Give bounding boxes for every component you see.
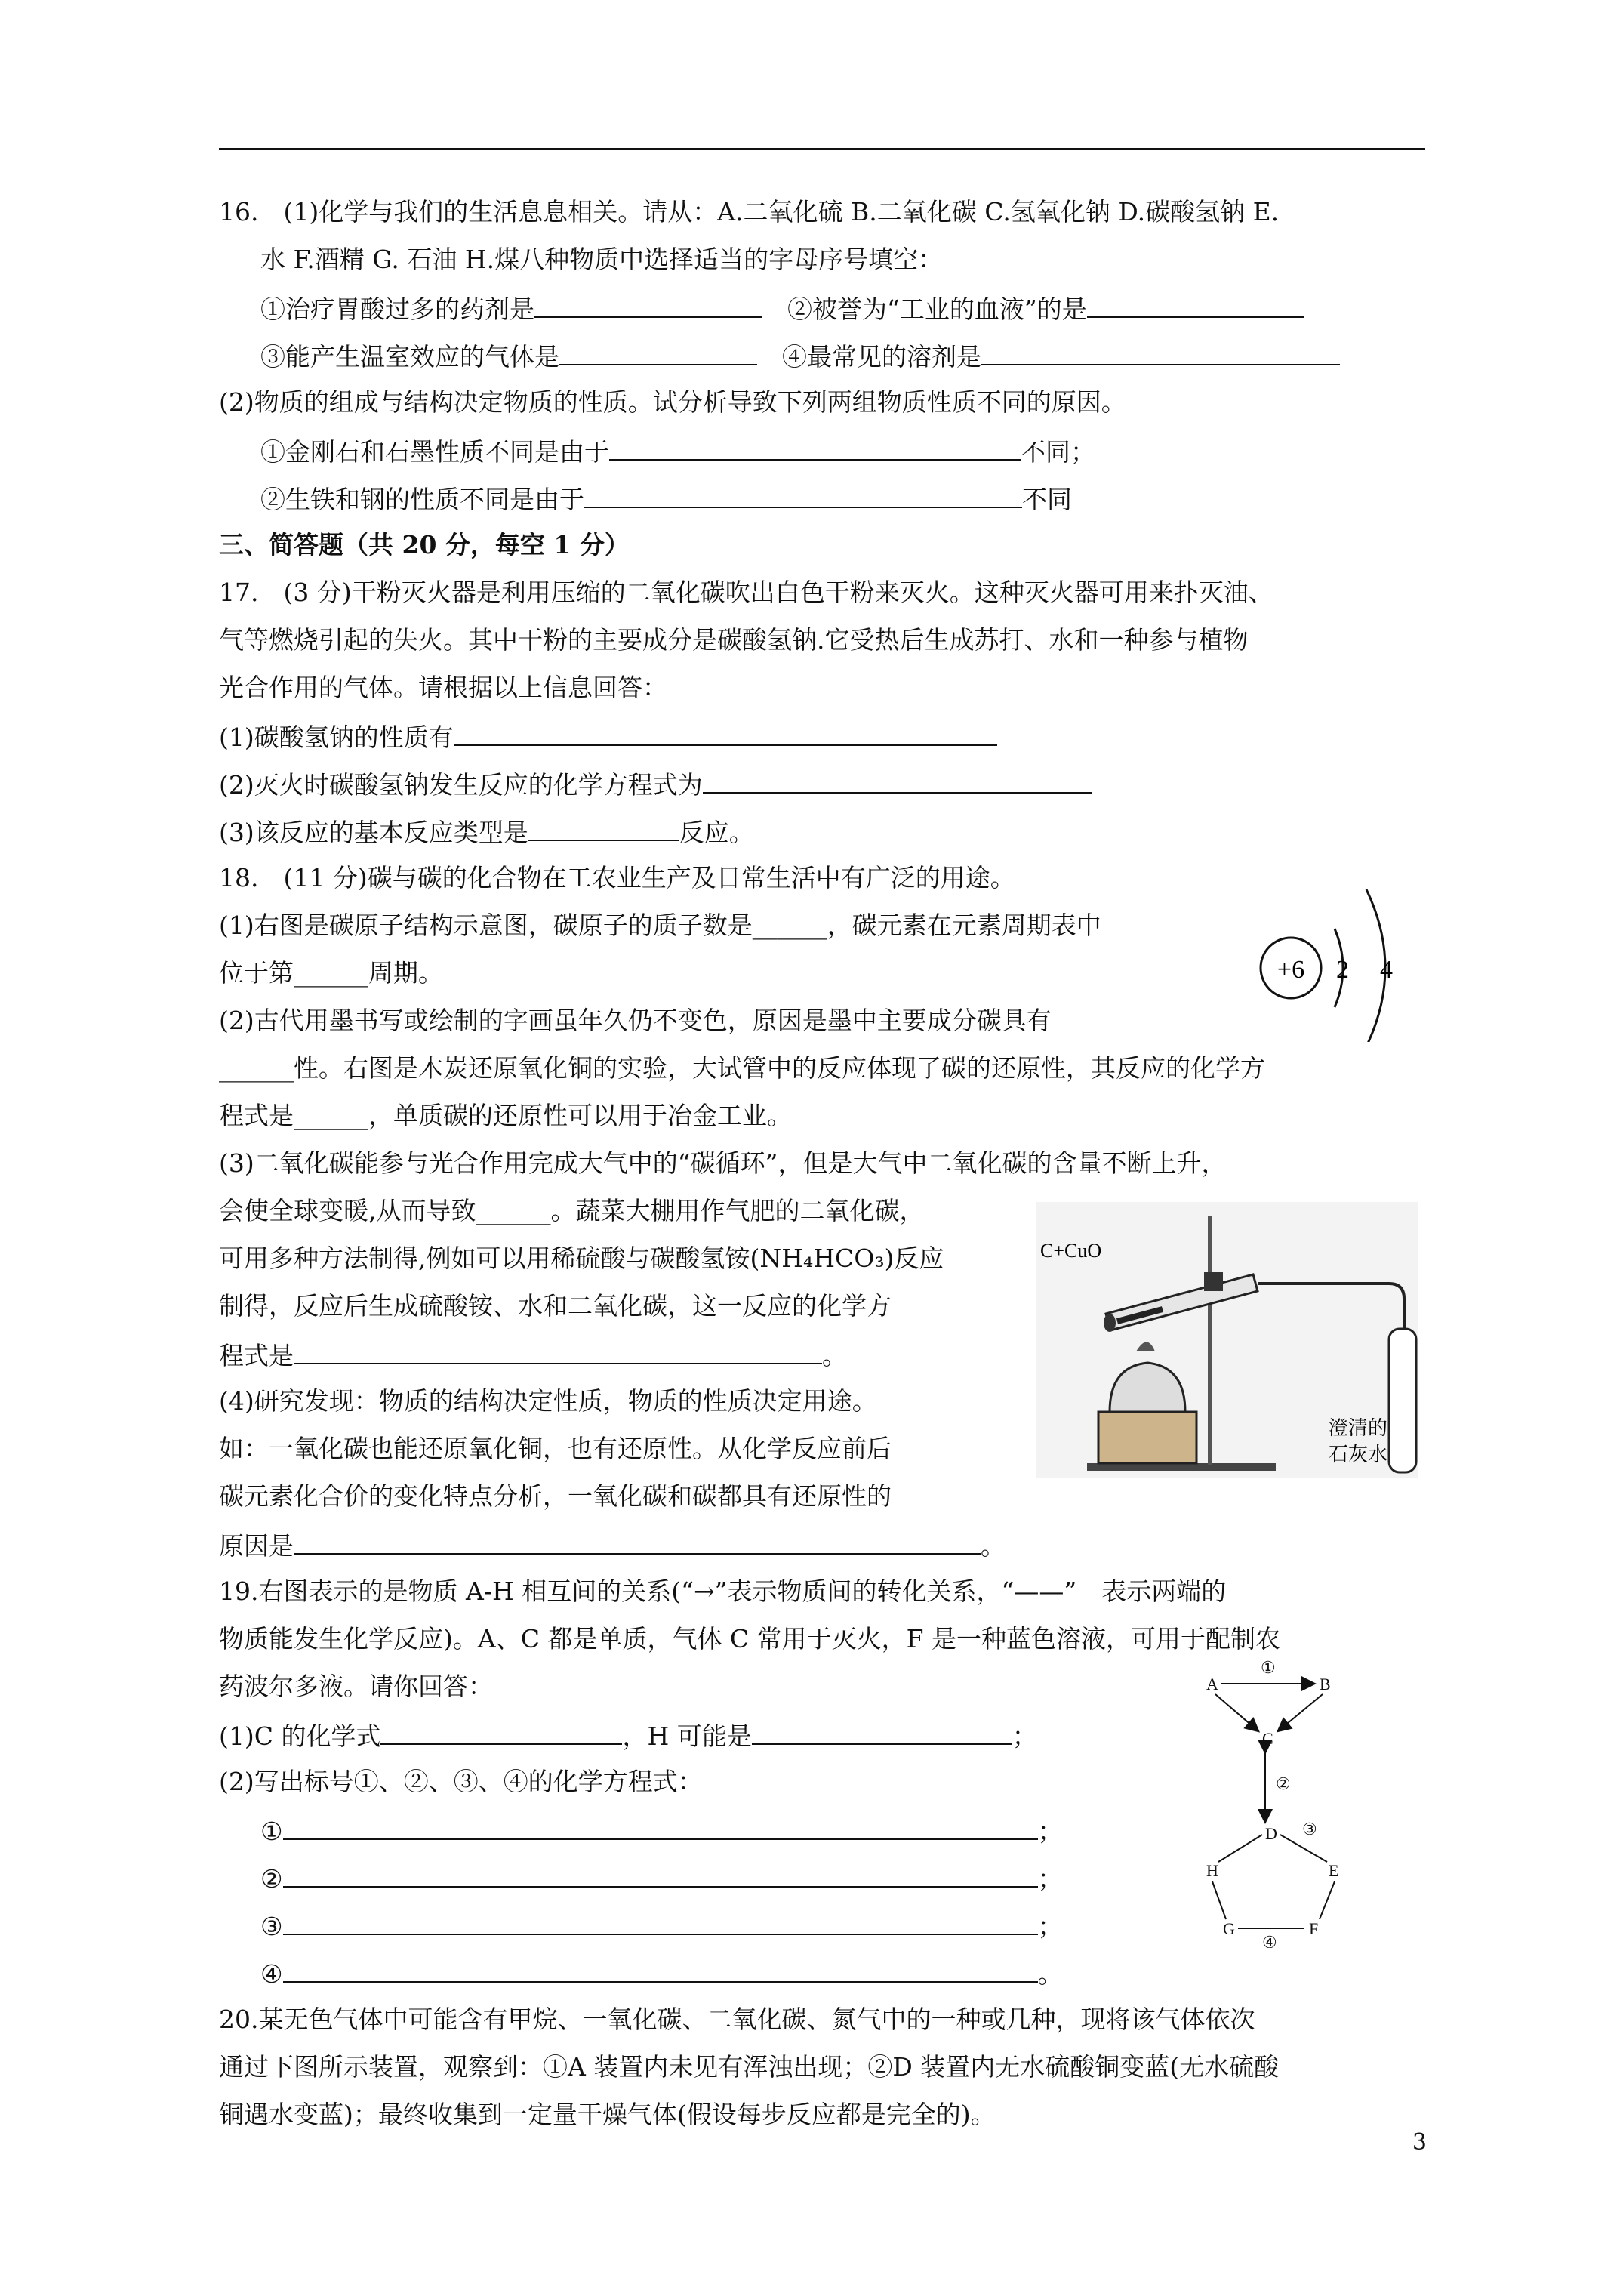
q19-eq-3 [260,1908,1063,1943]
q16-line-5: (2)物质的组成与结构决定物质的性质。试分析导致下列两组物质性质不同的原因。 [219,387,1126,417]
answer-blank-16-3[interactable] [559,338,757,365]
q16-suffix-5: 不同； [1021,437,1095,467]
eq-sep-4: 。 [1037,1959,1063,1989]
answer-blank-19-h[interactable] [752,1718,1012,1745]
answer-blank-17-3[interactable] [528,814,679,841]
q16-line-7 [260,481,1072,516]
q18-line-1: 18. (11 分)碳与碳的化合物在工农业生产及日常生活中有广泛的用途。 [219,863,1015,892]
q18-line-15 [219,1527,1006,1563]
q16-prompt-4: ④最常见的溶剂是 [782,342,981,371]
answer-blank-19-eq2[interactable] [283,1860,1038,1888]
line-e-f [1320,1881,1335,1919]
q16-line-6 [260,433,1095,469]
carbon-atom-diagram [1253,861,1412,1042]
eq-marker-4: ④ [260,1959,283,1989]
q19-prompt-1: (1)C 的化学式 [219,1721,381,1751]
label-1: ① [1261,1658,1276,1677]
q18-prompt-reason: 原因是 [219,1531,294,1561]
q16-line-1: 16. (1)化学与我们的生活息息相关。请从：A.二氧化硫 B.二氧化碳 C.氢氧化钠 D.碳酸氢钠 E. [219,197,1280,227]
node-c: C [1262,1729,1273,1748]
answer-blank-19-eq1[interactable] [283,1813,1038,1840]
clamp [1204,1272,1223,1291]
q18-line-11 [219,1337,847,1373]
substance-relationship-diagram [1193,1646,1366,1948]
eq-sep-3: ； [1037,1912,1063,1941]
q17-suffix-3: 反应。 [679,818,754,847]
node-g: G [1223,1919,1235,1938]
line-d-e [1280,1835,1327,1862]
q19-line-4 [219,1718,1037,1753]
line-h-g [1212,1881,1226,1919]
label-4: ④ [1262,1933,1277,1948]
label-3: ③ [1302,1820,1317,1838]
q17-line-5 [219,766,1092,802]
eq-marker-3: ③ [260,1912,283,1941]
answer-blank-16-6[interactable] [584,481,1022,508]
q18-line-13: 如：一氧化碳也能还原氧化铜，也有还原性。从化学反应前后 [219,1434,892,1463]
limewater-label-2: 石灰水 [1329,1444,1388,1465]
eq-marker-2: ② [260,1864,283,1894]
q18-prompt-eq: 程式是 [219,1341,294,1370]
answer-blank-17-1[interactable] [454,719,997,746]
q18-line-7: (3)二氧化碳能参与光合作用完成大气中的“碳循环”，但是大气中二氧化碳的含量不断上升， [219,1148,1227,1178]
label-2: ② [1276,1774,1291,1793]
node-a: A [1206,1675,1218,1693]
q17-line-2: 气等燃烧引起的失火。其中干粉的主要成分是碳酸氢钠.它受热后生成苏打、水和一种参与植物 [219,625,1249,655]
q18-suffix-eq: 。 [822,1341,847,1370]
q18-line-2: (1)右图是碳原子结构示意图，碳原子的质子数是______，碳元素在元素周期表中 [219,911,1101,940]
wooden-block [1098,1412,1196,1463]
answer-blank-16-1[interactable] [534,291,762,318]
nucleus-charge: +6 [1277,956,1305,984]
q19-line-1: 19.右图表示的是物质 A-H 相互间的关系(“→”表示物质间的转化关系，“——” 表示两端的 [219,1576,1227,1606]
q18-line-14: 碳元素化合价的变化特点分析，一氧化碳和碳都具有还原性的 [219,1481,892,1511]
q18-line-5: ______性。右图是木炭还原氧化铜的实验，大试管中的反应体现了碳的还原性，其反应的化学方 [219,1053,1265,1083]
stand-rod [1208,1216,1212,1465]
header-rule [219,148,1425,150]
q17-line-6 [219,814,754,849]
q18-line-4: (2)古代用墨书写或绘制的字画虽年久仍不变色，原因是墨中主要成分碳具有 [219,1006,1052,1035]
q18-line-6: 程式是______，单质碳的还原性可以用于冶金工业。 [219,1101,792,1130]
answer-blank-18-reason[interactable] [294,1527,981,1555]
q17-prompt-3: (3)该反应的基本反应类型是 [219,818,528,847]
q16-prompt-5: ①金刚石和石墨性质不同是由于 [260,437,609,467]
page-number: 3 [1412,2129,1427,2156]
answer-blank-16-4[interactable] [981,338,1340,365]
answer-blank-17-2[interactable] [703,766,1092,794]
charcoal-reduction-apparatus [1034,1200,1419,1480]
limewater-label-1: 澄清的 [1329,1417,1388,1439]
q16-line-2: 水 F.酒精 G. 石油 H.煤八种物质中选择适当的字母序号填空： [260,245,944,274]
q16-prompt-2: ②被誉为“工业的血液”的是 [787,294,1087,324]
q16-prompt-6: ②生铁和钢的性质不同是由于 [260,485,584,514]
tube-bottom [1104,1314,1116,1332]
arrow-a-c [1215,1694,1258,1730]
q20-line-1: 20.某无色气体中可能含有甲烷、一氧化碳、二氧化碳、氮气中的一种或几种，现将该气体依次 [219,2005,1255,2034]
answer-blank-18-eq[interactable] [294,1337,822,1364]
shell-1-electrons: 2 [1336,956,1349,984]
node-h: H [1206,1861,1218,1880]
q19-eq-1 [260,1813,1063,1848]
eq-sep-2: ； [1037,1864,1063,1894]
section-heading: 三、简答题（共 20 分，每空 1 分） [219,530,630,559]
eq-sep-1: ； [1037,1817,1063,1846]
node-b: B [1320,1675,1331,1693]
q17-prompt-2: (2)灭火时碳酸氢钠发生反应的化学方程式为 [219,770,703,800]
answer-blank-16-2[interactable] [1087,291,1304,318]
q17-line-4 [219,719,997,754]
q18-line-8: 会使全球变暖,从而导致______。蔬菜大棚用作气肥的二氧化碳， [219,1196,925,1225]
q17-line-1: 17. (3 分)干粉灭火器是利用压缩的二氧化碳吹出白色干粉来灭火。这种灭火器可用来扑灭油、 [219,578,1273,607]
q18-line-10: 制得，反应后生成硫酸铵、水和二氧化碳，这一反应的化学方 [219,1291,892,1321]
q19-line-5: (2)写出标号①、②、③、④的化学方程式： [219,1767,703,1796]
answer-blank-19-eq4[interactable] [283,1955,1038,1983]
q16-suffix-6: 不同 [1022,485,1072,514]
shell-2-electrons: 4 [1380,956,1393,984]
limewater-test-tube [1389,1329,1416,1472]
q19-prompt-2: ，H 可能是 [622,1721,752,1751]
eq-marker-1: ① [260,1817,283,1846]
q20-line-2: 通过下图所示装置，观察到：①A 装置内未见有浑浊出现；②D 装置内无水硫酸铜变蓝(无水硫酸 [219,2052,1280,2082]
q16-prompt-1: ①治疗胃酸过多的药剂是 [260,294,534,324]
q19-line-2: 物质能发生化学反应)。A、C 都是单质，气体 C 常用于灭火，F 是一种蓝色溶液，可用于配制农 [219,1624,1281,1653]
q20-line-3: 铜遇水变蓝)；最终收集到一定量干燥气体(假设每步反应都是完全的)。 [219,2100,996,2129]
line-d-h [1218,1835,1262,1862]
q18-line-9: 可用多种方法制得,例如可以用稀硫酸与碳酸氢铵(NH₄HCO₃)反应 [219,1244,944,1273]
q16-line-3 [260,291,1304,326]
reactants-label: C+CuO [1040,1240,1102,1262]
q16-line-4 [260,338,1340,374]
q19-line-3: 药波尔多液。请你回答： [219,1672,493,1701]
q16-prompt-3: ③能产生温室效应的气体是 [260,342,559,371]
q17-prompt-1: (1)碳酸氢钠的性质有 [219,723,454,752]
arrow-b-c [1279,1694,1323,1730]
answer-blank-19-c[interactable] [380,1718,622,1745]
q19-eq-4 [260,1955,1063,1991]
answer-blank-19-eq3[interactable] [283,1908,1038,1935]
q19-semicolon: ； [1012,1721,1037,1751]
node-d: D [1265,1824,1277,1843]
q18-line-12: (4)研究发现：物质的结构决定性质，物质的性质决定用途。 [219,1386,877,1416]
node-e: E [1329,1861,1339,1880]
q18-line-3: 位于第______周期。 [219,958,443,988]
answer-blank-16-5[interactable] [609,433,1021,461]
q18-suffix-reason: 。 [981,1531,1006,1561]
node-f: F [1309,1919,1319,1938]
q19-eq-2 [260,1860,1063,1896]
q17-line-3: 光合作用的气体。请根据以上信息回答： [219,673,667,702]
